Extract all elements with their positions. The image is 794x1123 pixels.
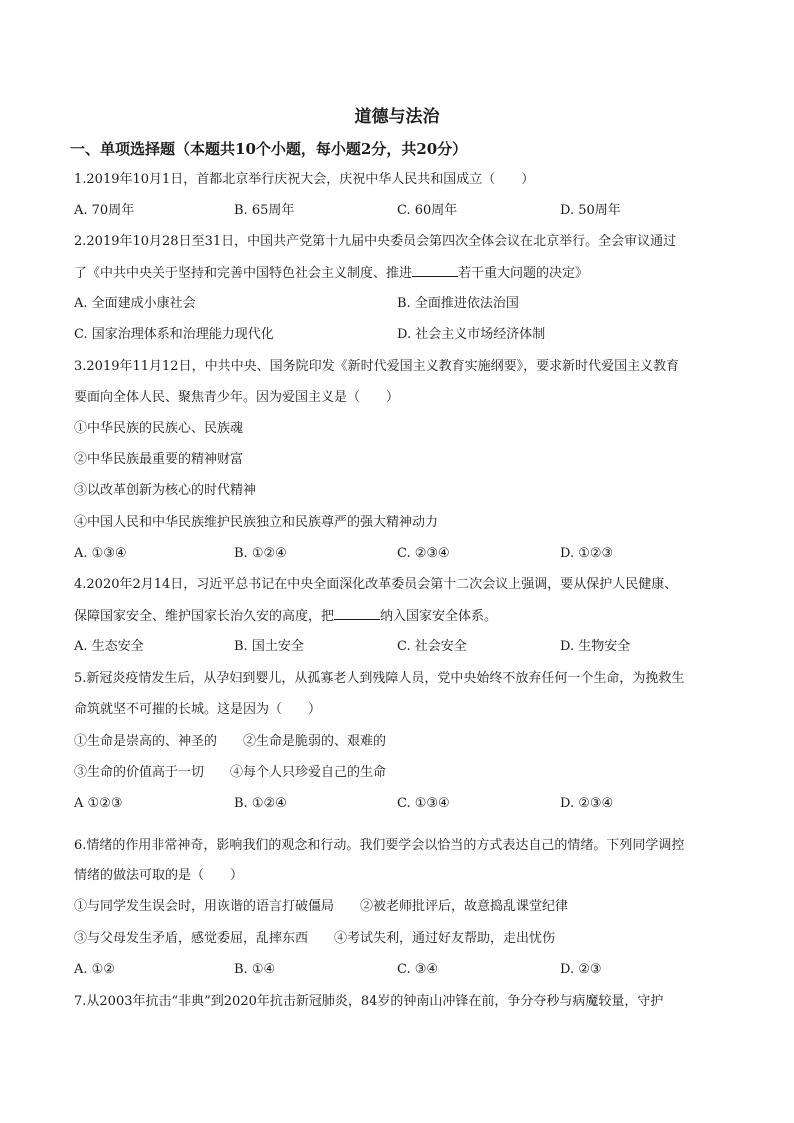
question-2-stem-line-2 bbox=[74, 262, 724, 284]
option-a: A. ①③④ bbox=[74, 546, 127, 561]
fill-blank bbox=[334, 605, 380, 620]
question-3-stem-line-1: 3.2019年11月12日，中共中央、国务院印发《新时代爱国主义教育实施纲要》，要求新时代爱国主义教育 bbox=[74, 359, 680, 374]
question-2-options-row-2 bbox=[74, 324, 724, 346]
question-6-statements-1-2: ①与同学发生误会时，用诙谐的语言打破僵局 ②被老师批评后，故意捣乱课堂纪律 bbox=[74, 899, 569, 914]
question-5-statements-3-4: ③生命的价值高于一切 ④每个人只珍爱自己的生命 bbox=[74, 765, 387, 780]
option-b: B. 全面推进依法治国 bbox=[397, 296, 519, 311]
fill-blank bbox=[412, 262, 458, 277]
question-5-statements-1-2: ①生命是崇高的、神圣的 ②生命是脆弱的、艰难的 bbox=[74, 734, 387, 749]
question-4-options bbox=[74, 636, 724, 658]
option-d: D. 50周年 bbox=[560, 203, 621, 218]
stem-text: 保障国家安全、维护国家长治久安的高度，把 bbox=[74, 609, 335, 624]
page-title: 道德与法治 bbox=[354, 107, 440, 127]
stem-text: 了《中共中央关于坚持和完善中国特色社会主义制度、推进 bbox=[74, 266, 413, 281]
option-d: D. ②③ bbox=[560, 962, 602, 977]
question-3-statement-2: ②中华民族最重要的精神财富 bbox=[74, 452, 244, 467]
stem-text: 纳入国家安全体系。 bbox=[380, 609, 498, 624]
question-4-stem-line-2 bbox=[74, 605, 724, 627]
stem-text: 若干重大问题的决定》 bbox=[458, 266, 589, 281]
question-4-stem-line-1: 4.2020年2月14日，习近平总书记在中央全面深化改革委员会第十二次会议上强调，要从保护人民健康、 bbox=[74, 577, 678, 592]
option-d: D. ②③④ bbox=[560, 796, 614, 811]
question-2-stem-line-1: 2.2019年10月28日至31日，中国共产党第十九届中央委员会第四次全体会议在北京举行。全会审议通过 bbox=[74, 234, 677, 249]
option-d: D. 社会主义市场经济体制 bbox=[397, 327, 546, 342]
option-c: C. ③④ bbox=[397, 962, 439, 977]
question-7-stem-line-1: 7.从2003年抗击“非典”到2020年抗击新冠肺炎，84岁的钟南山冲锋在前，争分夺秒与病魔较量，守护 bbox=[74, 994, 664, 1009]
question-2-options-row-1 bbox=[74, 293, 724, 315]
section-heading: 一、单项选择题（本题共10个小题，每小题2分，共20分） bbox=[70, 140, 468, 158]
option-b: B. ①②④ bbox=[234, 796, 287, 811]
question-3-stem-line-2: 要面向全体人民、聚焦青少年。因为爱国主义是（ ） bbox=[74, 390, 400, 405]
question-5-stem-line-2: 命筑就坚不可摧的长城。这是因为（ ） bbox=[74, 702, 322, 717]
question-5-options bbox=[74, 793, 724, 815]
option-c: C. 社会安全 bbox=[397, 639, 467, 654]
option-a: A. ①② bbox=[74, 962, 115, 977]
option-c: C. 国家治理体系和治理能力现代化 bbox=[74, 327, 274, 342]
question-6-stem-line-2: 情绪的做法可取的是（ ） bbox=[74, 868, 244, 883]
question-3-statement-1: ①中华民族的民族心、民族魂 bbox=[74, 421, 244, 436]
option-a: A. 70周年 bbox=[74, 203, 135, 218]
option-a: A ①②③ bbox=[74, 796, 123, 811]
question-3-statement-3: ③以改革创新为核心的时代精神 bbox=[74, 483, 257, 498]
question-6-options bbox=[74, 959, 724, 981]
option-d: D. ①②③ bbox=[560, 546, 614, 561]
question-6-statements-3-4: ③与父母发生矛盾，感觉委屈，乱摔东西 ④考试失利，通过好友帮助，走出忧伤 bbox=[74, 931, 556, 946]
question-3-options bbox=[74, 543, 724, 565]
option-b: B. 65周年 bbox=[234, 203, 295, 218]
option-c: C. 60周年 bbox=[397, 203, 458, 218]
option-b: B. ①④ bbox=[234, 962, 276, 977]
question-1-stem: 1.2019年10月1日，首都北京举行庆祝大会，庆祝中华人民共和国成立（ ） bbox=[74, 172, 535, 187]
option-a: A. 生态安全 bbox=[74, 639, 144, 654]
option-d: D. 生物安全 bbox=[560, 639, 631, 654]
question-5-stem-line-1: 5.新冠炎疫情发生后，从孕妇到婴儿，从孤寡老人到残障人员，党中央始终不放弃任何一个生命，为挽救生 bbox=[74, 671, 685, 686]
option-a: A. 全面建成小康社会 bbox=[74, 296, 196, 311]
option-c: C. ②③④ bbox=[397, 546, 450, 561]
question-1-options bbox=[74, 200, 724, 222]
option-b: B. ①②④ bbox=[234, 546, 287, 561]
question-3-statement-4: ④中国人民和中华民族维护民族独立和民族尊严的强大精神动力 bbox=[74, 515, 439, 530]
option-c: C. ①③④ bbox=[397, 796, 450, 811]
question-6-stem-line-1: 6.情绪的作用非常神奇，影响我们的观念和行动。我们要学会以恰当的方式表达自己的情绪。下列同学调控 bbox=[74, 838, 685, 853]
option-b: B. 国土安全 bbox=[234, 639, 304, 654]
